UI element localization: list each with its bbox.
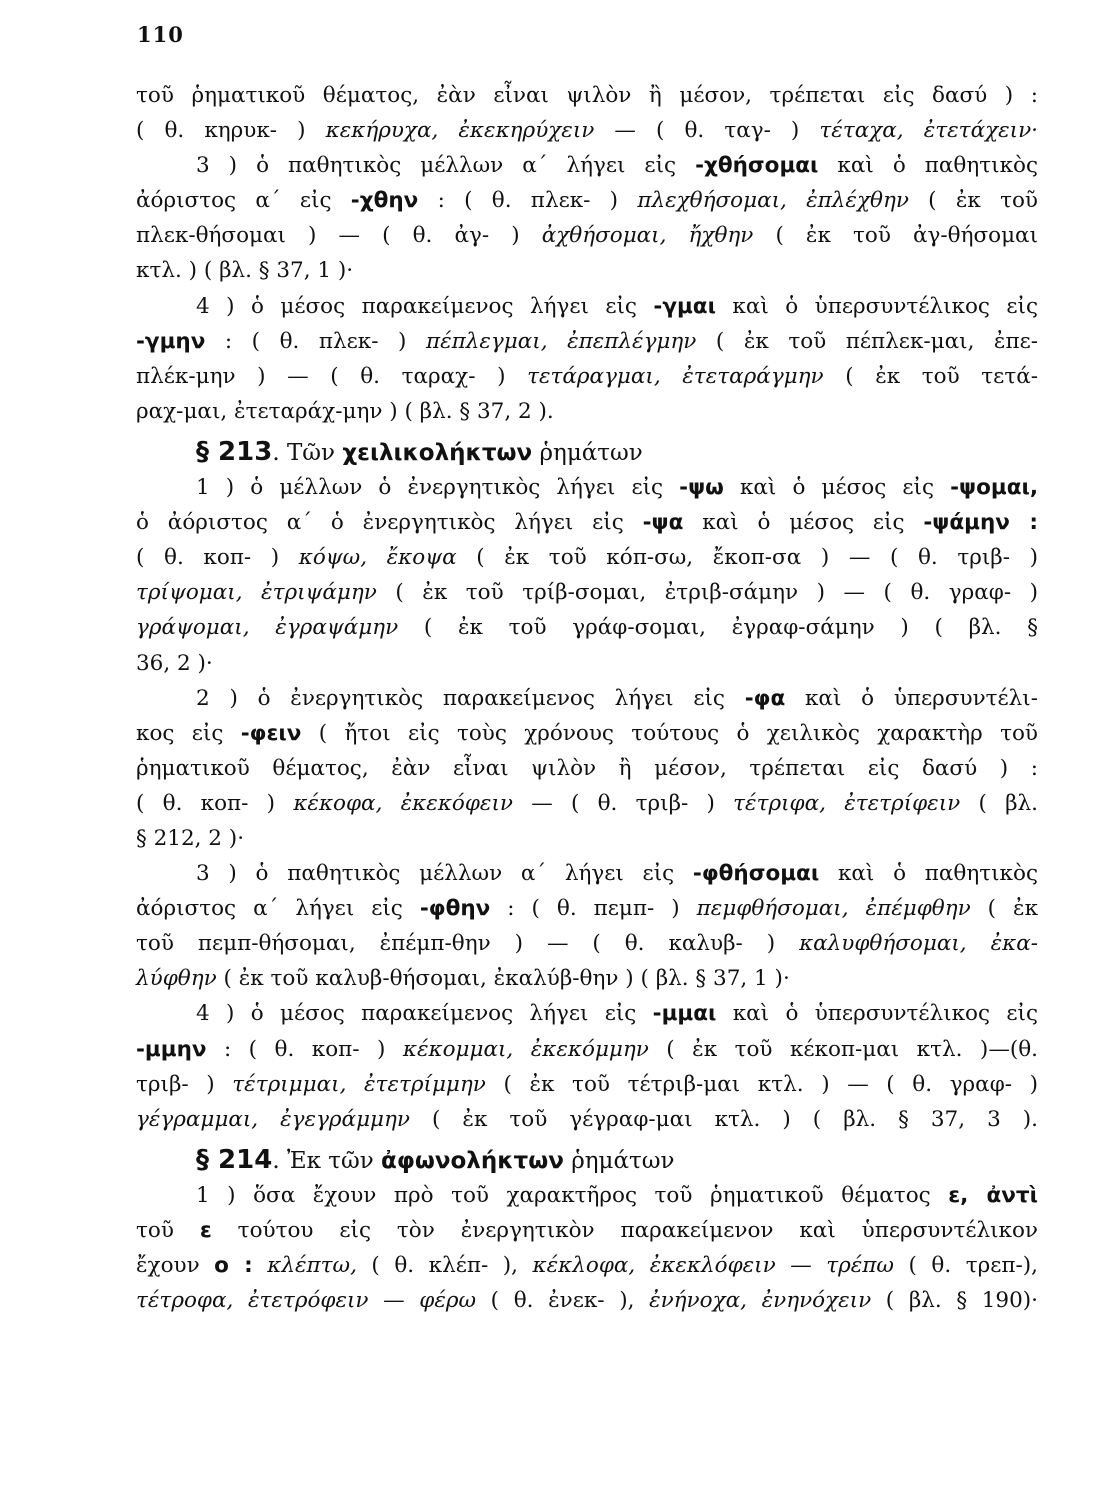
text-segment: γράψομαι, ἐγραψάμην: [136, 615, 399, 641]
text-segment: — ( θ. ταγ- ): [594, 118, 820, 144]
body-text: [136, 78, 1038, 1318]
text-line: [136, 78, 1038, 113]
text-segment: 1 ) ὁ μέλλων ὁ ἐνεργητικὸς λήγει εἰς: [196, 475, 680, 501]
text-line: [136, 1213, 1038, 1248]
text-segment: καὶ ὁ ὑπερσυντέλι-: [785, 685, 1038, 711]
text-segment: λύφθην: [136, 966, 217, 992]
text-line: [136, 218, 1038, 253]
text-line: [136, 359, 1038, 394]
text-segment: κέκοφα, ἐκεκόφειν: [293, 790, 513, 816]
text-line: [136, 786, 1038, 821]
text-line: [136, 505, 1038, 540]
text-line: [136, 751, 1038, 786]
text-segment: καὶ ὁ παθητικὸς: [818, 153, 1038, 179]
text-segment: ( ἐκ τοῦ καλυβ-θήσομαι, ἐκαλύβ-θην ) ( βλ. § 37, 1 )·: [216, 966, 790, 992]
text-segment: τρίψομαι, ἐτριψάμην: [136, 580, 377, 606]
text-segment: ( θ. κοπ- ): [136, 545, 299, 571]
text-line: [136, 1283, 1038, 1318]
section-heading-214: [136, 1143, 1038, 1178]
text-segment: ( ἐκ τοῦ κέκοπ-μαι κτλ. )—(θ.: [648, 1036, 1038, 1062]
text-segment: ἐνήνοχα, ἐνηνόχειν: [649, 1288, 872, 1314]
text-segment: κος εἰς: [136, 720, 241, 746]
text-segment: : ( θ. πλεκ- ): [205, 328, 426, 354]
text-segment: τέτροφα, ἐτετρόφειν — φέρω: [136, 1288, 477, 1314]
text-segment: -φθήσομαι: [692, 861, 820, 887]
text-segment: κλέπτω,: [267, 1253, 357, 1279]
text-segment: ( θ. τρεπ-),: [893, 1253, 1038, 1279]
text-segment: ( ἐκ τοῦ τρίβ-σομαι, ἐτριβ-σάμην ) — ( θ. γραφ- ): [376, 580, 1038, 606]
section-heading-213: [136, 435, 1038, 470]
text-segment: [253, 1253, 268, 1278]
text-segment: ( ἐκ τοῦ τέτριβ-μαι κτλ. ) — ( θ. γραφ- ): [485, 1071, 1039, 1097]
text-segment: ( βλ. § 190)·: [871, 1288, 1038, 1314]
text-segment: ἀφωνολήκτων: [381, 1147, 564, 1174]
text-segment: -φθην: [419, 896, 491, 922]
text-segment: τέτριφα, ἐτετρίφειν: [733, 790, 961, 816]
text-segment: 4 ) ὁ μέσος παρακείμενος λήγει εἰς: [196, 293, 654, 319]
text-line: [136, 891, 1038, 926]
text-segment: ( ἐκ τοῦ ἀγ-θήσομαι: [753, 223, 1039, 249]
text-segment: ο :: [214, 1253, 253, 1279]
text-segment: πεμφθήσομαι, ἐπέμφθην: [696, 896, 971, 922]
text-segment: ἔχουν: [136, 1253, 215, 1279]
text-segment: ῥημάτων: [532, 439, 643, 466]
text-segment: πλέκ-μην ) — ( θ. ταραχ- ): [136, 363, 528, 389]
text-segment: καὶ ὁ παθητικὸς: [819, 861, 1038, 887]
text-segment: πλεχθήσομαι, ἐπλέχθην: [637, 188, 909, 214]
text-segment: : ( θ. πλεκ- ): [418, 188, 638, 214]
text-line: [136, 996, 1038, 1031]
text-segment: ( ἐκ τοῦ: [908, 188, 1038, 214]
text-segment: κόψω, ἔκοψα: [298, 545, 457, 571]
text-segment: . Ἐκ τῶν: [272, 1147, 382, 1174]
text-segment: -ψω: [679, 475, 724, 501]
text-segment: § 212, 2 )·: [136, 825, 245, 851]
text-line: [136, 148, 1038, 183]
text-segment: -γμαι: [653, 293, 716, 319]
text-segment: ῥημάτων: [563, 1147, 675, 1174]
text-line: [136, 183, 1038, 218]
text-segment: ( ἤτοι εἰς τοὺς χρόνους τούτους ὁ χειλικὸς χαρακτὴρ τοῦ: [301, 720, 1038, 746]
text-segment: -μμην: [136, 1036, 207, 1062]
text-segment: ( θ. ἐνεκ- ),: [476, 1288, 650, 1314]
text-segment: κεκήρυχα, ἐκεκηρύχειν: [325, 118, 595, 144]
text-segment: -φα: [744, 685, 786, 711]
text-segment: τετάραγμαι, ἐτεταράγμην: [527, 363, 824, 389]
text-segment: τέταχα, ἐτετάχειν·: [819, 118, 1038, 144]
text-segment: τοῦ ῥηματικοῦ θέματος, ἐὰν εἶναι ψιλὸν ἢ μέσον, τρέπεται εἰς δασύ ) :: [136, 83, 1038, 108]
text-segment: 1 ) ὅσα ἔχουν πρὸ τοῦ χαρακτῆρος τοῦ ῥηματικοῦ θέματος: [196, 1182, 949, 1208]
text-segment: ε: [199, 1218, 212, 1243]
text-line: [136, 1032, 1038, 1067]
text-segment: ( ἐκ: [970, 896, 1039, 922]
text-segment: καὶ ὁ μέσος εἰς: [683, 510, 924, 536]
text-segment: ( θ. κοπ- ): [136, 790, 294, 816]
text-line: [136, 610, 1038, 645]
text-segment: -μμαι: [652, 1001, 717, 1027]
text-segment: ἀχθήσομαι, ἤχθην: [541, 223, 754, 249]
text-segment: κτλ. ) ( βλ. § 37, 1 )·: [136, 258, 354, 284]
text-line: [136, 646, 1038, 681]
text-line: [136, 253, 1038, 288]
text-segment: ῥηματικοῦ θέματος, ἐὰν εἶναι ψιλὸν ἢ μέσον, τρέπεται εἰς δασύ ) :: [136, 755, 1038, 781]
text-segment: γέγραμμαι, ἐγεγράμμην: [136, 1106, 410, 1132]
text-line: [136, 470, 1038, 505]
text-segment: κέκομμαι, ἐκεκόμμην: [402, 1036, 649, 1062]
text-segment: ἀόριστος α΄ εἰς: [136, 188, 351, 214]
text-segment: καὶ ὁ μέσος εἰς: [723, 475, 951, 501]
text-segment: καὶ ὁ ὑπερσυντέλικος εἰς: [715, 293, 1038, 319]
text-segment: ( ἐκ τοῦ γέγραφ-μαι κτλ. ) ( βλ. § 37, 3 ).: [409, 1106, 1038, 1132]
text-line: [136, 113, 1038, 148]
text-segment: τέτριμμαι, ἐτετρίμμην: [232, 1071, 486, 1097]
text-segment: κέκλοφα, ἐκεκλόφειν — τρέπω: [532, 1253, 894, 1279]
text-line: [136, 575, 1038, 610]
text-segment: τριβ- ): [136, 1071, 233, 1097]
text-line: [136, 1178, 1038, 1213]
text-segment: ( βλ.: [960, 790, 1038, 816]
text-segment: ἀόριστος α΄ λήγει εἰς: [136, 896, 420, 922]
text-segment: -ψα: [642, 510, 684, 536]
text-segment: καλυφθήσομαι, ἐκα-: [799, 931, 1038, 957]
text-line: [136, 540, 1038, 575]
text-segment: 2 ) ὁ ἐνεργητικὸς παρακείμενος λήγει εἰς: [196, 685, 745, 711]
text-segment: . Τῶν: [272, 439, 343, 466]
text-segment: 3 ) ὁ παθητικὸς μέλλων α΄ λήγει εἰς: [196, 153, 696, 179]
text-segment: § 214: [196, 1144, 273, 1175]
text-segment: § 213: [196, 436, 273, 467]
text-line: [136, 961, 1038, 996]
text-line: [136, 926, 1038, 961]
text-segment: τοῦ πεμπ-θήσομαι, ἐπέμπ-θην ) — ( θ. καλυβ- ): [136, 931, 800, 957]
text-line: [136, 324, 1038, 359]
text-line: [136, 681, 1038, 716]
text-line: [136, 856, 1038, 891]
text-line: [136, 1067, 1038, 1102]
text-line: [136, 821, 1038, 856]
text-segment: ( θ. κηρυκ- ): [136, 118, 326, 144]
text-segment: 4 ) ὁ μέσος παρακείμενος λήγει εἰς: [196, 1001, 653, 1027]
text-segment: -ψάμην :: [923, 510, 1039, 536]
text-segment: ( θ. κλέπ- ),: [356, 1253, 533, 1279]
text-segment: -γμην: [136, 328, 206, 354]
text-segment: καὶ ὁ ὑπερσυντέλικος εἰς: [716, 1001, 1038, 1027]
text-line: [136, 289, 1038, 324]
text-segment: χειλικολήκτων: [342, 439, 533, 466]
text-segment: -φειν: [240, 720, 302, 746]
text-line: [136, 716, 1038, 751]
text-segment: ( ἐκ τοῦ γράφ-σομαι, ἐγραφ-σάμην ) ( βλ. §: [398, 615, 1038, 641]
text-segment: 3 ) ὁ παθητικὸς μέλλων α΄ λήγει εἰς: [196, 861, 693, 887]
text-segment: -χθήσομαι: [695, 153, 819, 179]
text-line: [136, 1102, 1038, 1137]
text-segment: ὁ ἀόριστος α΄ ὁ ἐνεργητικὸς λήγει εἰς: [136, 510, 643, 536]
text-line: [136, 1248, 1038, 1283]
text-segment: ραχ-μαι, ἐτεταράχ-μην ) ( βλ. § 37, 2 ).: [136, 398, 554, 424]
text-segment: ε, ἀντὶ: [948, 1182, 1039, 1208]
text-segment: τούτου εἰς τὸν ἐνεργητικὸν παρακείμενον καὶ ὑπερσυντέλικον: [211, 1218, 1038, 1243]
text-segment: πλεκ-θήσομαι ) — ( θ. ἀγ- ): [136, 223, 542, 249]
text-segment: πέπλεγμαι, ἐπεπλέγμην: [425, 328, 697, 354]
text-segment: ( ἐκ τοῦ πέπλεκ-μαι, ἐπε-: [696, 328, 1039, 354]
text-segment: ( ἐκ τοῦ κόπ-σω, ἔκοπ-σα ) — ( θ. τριβ- ): [456, 545, 1038, 571]
text-segment: ( ἐκ τοῦ τετά-: [823, 363, 1038, 389]
text-segment: 36, 2 )·: [136, 650, 213, 676]
text-line: [136, 394, 1038, 429]
text-segment: τοῦ: [136, 1218, 200, 1243]
text-segment: -χθην: [350, 188, 419, 214]
text-segment: — ( θ. τριβ- ): [512, 790, 734, 816]
text-segment: -ψομαι,: [950, 475, 1039, 501]
text-segment: : ( θ. πεμπ- ): [490, 896, 697, 922]
page-number: 110: [137, 22, 184, 47]
text-segment: : ( θ. κοπ- ): [206, 1036, 403, 1062]
